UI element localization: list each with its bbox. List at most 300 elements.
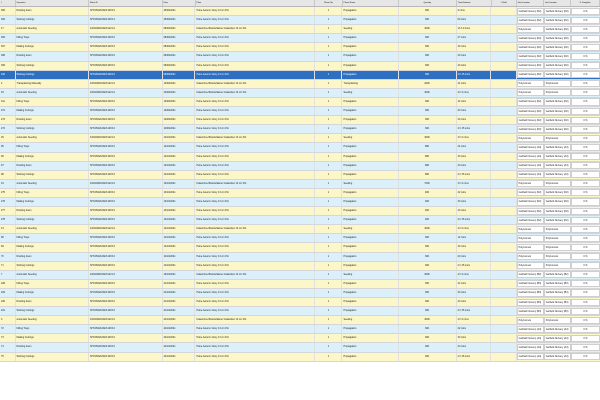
cell-week: 1 <box>315 125 342 133</box>
cell-operation: Automatic Seeding <box>16 316 90 324</box>
cell-week: 1 <box>315 43 342 51</box>
table-row[interactable] <box>0 98 600 107</box>
cell-date: 08/09/2021 <box>163 43 196 51</box>
cell-week: 1 <box>315 98 342 106</box>
cell-date: 21/10/2021 <box>163 298 196 306</box>
cell-id: 309 <box>0 62 16 70</box>
cell-qty: 30K <box>399 234 457 242</box>
cell-phase: Propagation <box>342 71 398 79</box>
table-row[interactable] <box>0 343 600 352</box>
cell-plant: Hebe Autumn Glory 13 cm Pot <box>195 143 315 151</box>
cell-batch: SHV054210923.2015.0 <box>89 43 163 51</box>
cell-operation: Automatic Seeding <box>16 225 90 233</box>
cell-first: Garfield Nursery (B2) <box>517 271 544 278</box>
cell-operation: Making Cuttings <box>16 107 90 115</box>
table-row[interactable] <box>0 253 600 262</box>
grid-header <box>0 0 600 7</box>
cell-pct: 0 % <box>571 53 600 60</box>
cell-phase: Seeding <box>342 225 398 233</box>
cell-pct: 0 % <box>571 244 600 251</box>
table-row[interactable] <box>0 71 600 80</box>
cell-time: 4 h 0 mins <box>457 225 492 233</box>
cell-plant: Hebe Autumn Glory 13 cm Pot <box>195 280 315 288</box>
cell-first: Garfield Nursery (B3) <box>517 289 544 296</box>
cell-time: 30 mins <box>457 198 492 206</box>
table-row[interactable] <box>0 271 600 280</box>
cell-staff <box>491 62 516 70</box>
cell-qty: 40K <box>399 189 457 197</box>
cell-staff <box>491 34 516 42</box>
cell-qty: 30K <box>399 325 457 333</box>
cell-staff <box>491 198 516 206</box>
column-header-phase[interactable]: Phase Name <box>343 0 399 6</box>
cell-operation: Filling Trays <box>16 325 90 333</box>
cell-time: 4 h 0 mins <box>457 89 492 97</box>
cell-batch: SHV054210923.2015.0 <box>89 334 163 342</box>
table-row[interactable] <box>0 89 600 98</box>
cell-first: Garfield Nursery (D2) <box>517 208 544 215</box>
cell-qty: 30K <box>399 16 457 24</box>
table-row[interactable] <box>0 353 600 362</box>
table-row[interactable] <box>0 43 600 52</box>
cell-plant: Hebe Autumn Glory 13 cm Pot <box>195 125 315 133</box>
cell-week: 1 <box>315 225 342 233</box>
cell-week: 1 <box>315 307 342 315</box>
column-header-week[interactable]: Phase No <box>315 0 342 6</box>
cell-plant: Kalanchoe Blossfeldiana 'Calandiva' 13 cm Pot <box>195 80 315 88</box>
cell-phase: Transplanting <box>342 80 398 88</box>
cell-qty: 30K <box>399 34 457 42</box>
cell-date: 21/10/2021 <box>163 280 196 288</box>
cell-staff <box>491 143 516 151</box>
cell-phase: Propagation <box>342 280 398 288</box>
cell-qty: 400K <box>399 134 457 142</box>
cell-last: Garfield Nursery (B2) <box>544 271 571 278</box>
cell-staff <box>491 153 516 161</box>
cell-week: 1 <box>315 216 342 224</box>
cell-last: Polytunnels <box>544 180 571 187</box>
cell-qty: 300K <box>399 271 457 279</box>
cell-last: Garfield Nursery (D2) <box>544 108 571 115</box>
column-header-pct[interactable]: % Complete <box>571 0 600 6</box>
cell-date: 08/09/2021 <box>163 34 196 42</box>
cell-first: Garfield Nursery (A4) <box>517 144 544 151</box>
cell-batch: SHV054210923.2015.0 <box>89 198 163 206</box>
cell-qty: 80K <box>399 153 457 161</box>
column-header-date[interactable]: Date <box>163 0 196 6</box>
cell-plant: Hebe Autumn Glory 13 cm Pot <box>195 243 315 251</box>
cell-last: Garfield Nursery (A4) <box>544 344 571 351</box>
cell-id: 70 <box>0 253 16 261</box>
column-header-qty[interactable]: Quantity <box>399 0 457 6</box>
cell-phase: Propagation <box>342 43 398 51</box>
table-row[interactable] <box>0 298 600 307</box>
cell-time: 30 mins <box>457 43 492 51</box>
cell-operation: Sticking Cuttings <box>16 262 90 270</box>
cell-date: 12/10/2021 <box>163 143 196 151</box>
cell-plant: Hebe Autumn Glory 13 cm Pot <box>195 216 315 224</box>
cell-last: Garfield Nursery (A4) <box>544 335 571 342</box>
cell-staff <box>491 343 516 351</box>
cell-plant: Hebe Autumn Glory 13 cm Pot <box>195 34 315 42</box>
cell-last: Polytunnels <box>544 226 571 233</box>
cell-plant: Hebe Autumn Glory 13 cm Pot <box>195 162 315 170</box>
cell-batch: KAN046210923.0221.0 <box>89 180 163 188</box>
table-row[interactable] <box>0 262 600 271</box>
cell-time: 2 h 25 mins <box>457 262 492 270</box>
cell-staff <box>491 325 516 333</box>
cell-week: 1 <box>315 143 342 151</box>
cell-last: Garfield Nursery (D2) <box>544 117 571 124</box>
cell-staff <box>491 253 516 261</box>
cell-last: Garfield Nursery (D2) <box>544 8 571 15</box>
cell-staff <box>491 80 516 88</box>
cell-operation: Automatic Seeding <box>16 271 90 279</box>
cell-plant: Kalanchoe Blossfeldiana 'Calandiva' 13 cm Pot <box>195 89 315 97</box>
cell-first: Garfield Nursery (D2) <box>517 108 544 115</box>
table-row[interactable] <box>0 125 600 134</box>
cell-date: 13/10/2021 <box>163 189 196 197</box>
cell-plant: Hebe Autumn Glory 13 cm Pot <box>195 7 315 15</box>
table-row[interactable] <box>0 25 600 34</box>
cell-last: Garfield Nursery (D2) <box>544 35 571 42</box>
cell-first: Garfield Nursery (B3) <box>517 299 544 306</box>
cell-date: 25/09/2021 <box>163 16 196 24</box>
cell-phase: Propagation <box>342 153 398 161</box>
cell-id: 69 <box>0 243 16 251</box>
cell-phase: Propagation <box>342 334 398 342</box>
column-header-last[interactable]: Last Location <box>544 0 571 6</box>
table-row[interactable] <box>0 16 600 25</box>
cell-first: Polytunnels <box>517 180 544 187</box>
cell-batch: SHV054210923.2015.0 <box>89 98 163 106</box>
cell-plant: Kalanchoe Blossfeldiana 'Calandiva' 13 cm Pot <box>195 180 315 188</box>
cell-pct: 0 % <box>571 108 600 115</box>
cell-id: 18 <box>0 89 16 97</box>
cell-batch: SHV054210923.2015.0 <box>89 7 163 15</box>
cell-staff <box>491 234 516 242</box>
table-row[interactable] <box>0 207 600 216</box>
cell-first: Garfield Nursery (D2) <box>517 98 544 105</box>
cell-id: 13 <box>0 225 16 233</box>
cell-date: 24/10/2021 <box>163 316 196 324</box>
cell-time: 2 h 25 mins <box>457 216 492 224</box>
cell-id: 229 <box>0 289 16 297</box>
cell-date: 13/10/2021 <box>163 180 196 188</box>
cell-id: 3 <box>0 316 16 324</box>
column-header-plant[interactable]: Plant <box>196 0 316 6</box>
cell-batch: SHV054210923.2015.0 <box>89 280 163 288</box>
cell-operation: Automatic Seeding <box>16 134 90 142</box>
cell-qty: 80K <box>399 143 457 151</box>
table-row[interactable] <box>0 334 600 343</box>
cell-first: Garfield Nursery (A4) <box>517 344 544 351</box>
cell-phase: Propagation <box>342 198 398 206</box>
cell-qty: 30K <box>399 98 457 106</box>
cell-plant: Kalanchoe Blossfeldiana 'Calandiva' 13 cm Pot <box>195 316 315 324</box>
cell-date: 12/10/2021 <box>163 153 196 161</box>
cell-phase: Propagation <box>342 16 398 24</box>
cell-operation: Sticking Cuttings <box>16 16 90 24</box>
cell-staff <box>491 225 516 233</box>
cell-staff <box>491 316 516 324</box>
cell-phase: Seeding <box>342 180 398 188</box>
cell-batch: SHV054210923.2015.0 <box>89 143 163 151</box>
cell-batch: SHV054210923.2015.0 <box>89 307 163 315</box>
cell-id: 275 <box>0 189 16 197</box>
table-row[interactable] <box>0 153 600 162</box>
cell-time: 20 mins <box>457 207 492 215</box>
cell-time: 20 mins <box>457 298 492 306</box>
cell-operation: Automatic Seeding <box>16 180 90 188</box>
column-header-first[interactable]: First Location <box>517 0 544 6</box>
cell-staff <box>491 162 516 170</box>
cell-pct: 0 % <box>571 62 600 69</box>
cell-id: 272 <box>0 107 16 115</box>
cell-date: 21/10/2021 <box>163 307 196 315</box>
table-row[interactable] <box>0 62 600 71</box>
cell-id: 305 <box>0 7 16 15</box>
cell-staff <box>491 289 516 297</box>
cell-plant: Hebe Autumn Glory 13 cm Pot <box>195 334 315 342</box>
cell-phase: Propagation <box>342 143 398 151</box>
cell-plant: Hebe Autumn Glory 13 cm Pot <box>195 116 315 124</box>
cell-qty: 30K <box>399 62 457 70</box>
cell-operation: Filling Trays <box>16 189 90 197</box>
cell-id: 228 <box>0 280 16 288</box>
cell-staff <box>491 125 516 133</box>
cell-operation: Transplanting Manually <box>16 80 90 88</box>
cell-batch: SHV054210923.2015.0 <box>89 107 163 115</box>
cell-phase: Propagation <box>342 52 398 60</box>
cell-id: 276 <box>0 198 16 206</box>
cell-first: Garfield Nursery (D2) <box>517 71 544 78</box>
cell-batch: SHV054210923.2015.0 <box>89 207 163 215</box>
cell-batch: SHV054210923.2015.0 <box>89 343 163 351</box>
cell-first: Garfield Nursery (D2) <box>517 198 544 205</box>
cell-plant: Hebe Autumn Glory 13 cm Pot <box>195 171 315 179</box>
cell-id: 231 <box>0 307 16 315</box>
cell-time: 20 mins <box>457 62 492 70</box>
table-row[interactable] <box>0 107 600 116</box>
cell-plant: Hebe Autumn Glory 13 cm Pot <box>195 289 315 297</box>
cell-staff <box>491 43 516 51</box>
table-row[interactable] <box>0 243 600 252</box>
cell-operation: Sticking Cuttings <box>16 353 90 361</box>
cell-date: 08/09/2021 <box>163 71 196 79</box>
cell-batch: SHV054210923.2015.0 <box>89 62 163 70</box>
cell-id: 74 <box>0 343 16 351</box>
table-row[interactable] <box>0 80 600 89</box>
cell-week: 1 <box>315 316 342 324</box>
cell-pct: 0 % <box>571 98 600 105</box>
cell-week: 1 <box>315 198 342 206</box>
cell-staff <box>491 334 516 342</box>
cell-last: Garfield Nursery (D2) <box>544 217 571 224</box>
cell-week: 1 <box>315 298 342 306</box>
cell-first: Polytunnels <box>517 80 544 87</box>
table-row[interactable] <box>0 289 600 298</box>
table-row[interactable] <box>0 189 600 198</box>
cell-last: Garfield Nursery (D2) <box>544 208 571 215</box>
cell-last: Garfield Nursery (B3) <box>544 289 571 296</box>
cell-first: Polytunnels <box>517 317 544 324</box>
cell-first: Polytunnels <box>517 235 544 242</box>
cell-phase: Propagation <box>342 289 398 297</box>
cell-date: 24/10/2021 <box>163 325 196 333</box>
table-row[interactable] <box>0 171 600 180</box>
cell-pct: 0 % <box>571 226 600 233</box>
cell-operation: Filling Trays <box>16 143 90 151</box>
column-header-batch[interactable]: Batch ID <box>89 0 163 6</box>
cell-time: 20 mins <box>457 343 492 351</box>
cell-staff <box>491 89 516 97</box>
table-row[interactable] <box>0 307 600 316</box>
cell-staff <box>491 134 516 142</box>
cell-time: 30 mins <box>457 334 492 342</box>
table-row[interactable] <box>0 116 600 125</box>
cell-phase: Propagation <box>342 298 398 306</box>
cell-batch: KAN046210923.0221.0 <box>89 271 163 279</box>
cell-qty: 30K <box>399 7 457 15</box>
cell-last: Garfield Nursery (D2) <box>544 62 571 69</box>
cell-plant: Hebe Autumn Glory 13 cm Pot <box>195 71 315 79</box>
table-row[interactable] <box>0 7 600 16</box>
cell-week: 1 <box>315 234 342 242</box>
table-row[interactable] <box>0 134 600 143</box>
cell-pct: 0 % <box>571 8 600 15</box>
cell-date: 12/10/2021 <box>163 134 196 142</box>
cell-first: Garfield Nursery (A4) <box>517 326 544 333</box>
table-row[interactable] <box>0 280 600 289</box>
column-header-operation[interactable]: Operation <box>16 0 90 6</box>
cell-staff <box>491 16 516 24</box>
cell-week: 1 <box>315 80 342 88</box>
cell-id: 17 <box>0 25 16 33</box>
cell-operation: Dividing down <box>16 162 90 170</box>
cell-first: Garfield Nursery (D2) <box>517 62 544 69</box>
cell-qty: 30K <box>399 334 457 342</box>
cell-first: Garfield Nursery (D2) <box>517 53 544 60</box>
cell-qty: 30K <box>399 343 457 351</box>
cell-last: Polytunnels <box>544 135 571 142</box>
cell-plant: Hebe Autumn Glory 13 cm Pot <box>195 198 315 206</box>
cell-plant: Hebe Autumn Glory 13 cm Pot <box>195 262 315 270</box>
cell-pct: 0 % <box>571 89 600 96</box>
cell-batch: SHV054210923.2015.0 <box>89 34 163 42</box>
cell-last: Garfield Nursery (A4) <box>544 326 571 333</box>
cell-time: 4 h 0 mins <box>457 271 492 279</box>
cell-pct: 0 % <box>571 144 600 151</box>
table-row[interactable] <box>0 216 600 225</box>
cell-last: Garfield Nursery (D2) <box>544 44 571 51</box>
grid-body <box>0 7 600 362</box>
cell-last: Garfield Nursery (D2) <box>544 198 571 205</box>
cell-week: 1 <box>315 325 342 333</box>
cell-qty: 30K <box>399 243 457 251</box>
column-header-time[interactable]: Time Estimate <box>457 0 492 6</box>
table-row[interactable] <box>0 180 600 189</box>
cell-time: 4 h 0 mins <box>457 316 492 324</box>
cell-week: 1 <box>315 16 342 24</box>
cell-pct: 0 % <box>571 198 600 205</box>
cell-operation: Sticking Cuttings <box>16 125 90 133</box>
cell-staff <box>491 98 516 106</box>
cell-plant: Hebe Autumn Glory 13 cm Pot <box>195 234 315 242</box>
cell-last: Garfield Nursery (D2) <box>544 126 571 133</box>
column-header-id[interactable]: # <box>0 0 16 6</box>
cell-batch: SHV054210923.2015.0 <box>89 153 163 161</box>
table-row[interactable] <box>0 143 600 152</box>
cell-week: 1 <box>315 171 342 179</box>
cell-week: 1 <box>315 107 342 115</box>
cell-staff <box>491 107 516 115</box>
cell-qty: 30K <box>399 280 457 288</box>
cell-operation: Making Cuttings <box>16 43 90 51</box>
cell-pct: 0 % <box>571 235 600 242</box>
cell-operation: Making Cuttings <box>16 198 90 206</box>
cell-week: 1 <box>315 153 342 161</box>
cell-batch: SHV054210923.2015.0 <box>89 234 163 242</box>
cell-qty: 40K <box>399 216 457 224</box>
cell-week: 1 <box>315 207 342 215</box>
table-row[interactable] <box>0 34 600 43</box>
cell-date: 24/10/2021 <box>163 334 196 342</box>
cell-time: 30 mins <box>457 107 492 115</box>
cell-operation: Sticking Cuttings <box>16 307 90 315</box>
cell-batch: KAN046210923.0221.0 <box>89 225 163 233</box>
cell-first: Garfield Nursery (A4) <box>517 171 544 178</box>
cell-operation: Sticking Cuttings <box>16 216 90 224</box>
cell-last: Garfield Nursery (A4) <box>544 144 571 151</box>
cell-first: Polytunnels <box>517 89 544 96</box>
cell-operation: Dividing down <box>16 207 90 215</box>
table-row[interactable] <box>0 316 600 325</box>
table-row[interactable] <box>0 198 600 207</box>
cell-time: 30 mins <box>457 289 492 297</box>
table-row[interactable] <box>0 234 600 243</box>
cell-batch: SHV054210923.2015.0 <box>89 162 163 170</box>
column-header-staff[interactable]: # Staff <box>492 0 517 6</box>
cell-pct: 0 % <box>571 335 600 342</box>
cell-staff <box>491 180 516 188</box>
cell-qty: 30K <box>399 262 457 270</box>
cell-time: 30 mins <box>457 153 492 161</box>
cell-pct: 0 % <box>571 344 600 351</box>
cell-staff <box>491 262 516 270</box>
cell-batch: SHV054210923.2015.0 <box>89 253 163 261</box>
cell-date: 14/10/2021 <box>163 234 196 242</box>
table-row[interactable] <box>0 225 600 234</box>
cell-phase: Propagation <box>342 116 398 124</box>
cell-qty: 30K <box>399 307 457 315</box>
table-row[interactable] <box>0 52 600 61</box>
cell-id: 277 <box>0 207 16 215</box>
cell-plant: Kalanchoe Blossfeldiana 'Calandiva' 13 cm Pot <box>195 25 315 33</box>
cell-time: 20 mins <box>457 253 492 261</box>
cell-pct: 0 % <box>571 153 600 160</box>
cell-plant: Hebe Autumn Glory 13 cm Pot <box>195 298 315 306</box>
cell-pct: 0 % <box>571 308 600 315</box>
cell-id: 230 <box>0 298 16 306</box>
cell-time: 20 mins <box>457 162 492 170</box>
table-row[interactable] <box>0 325 600 334</box>
cell-batch: SHV054210923.2015.0 <box>89 71 163 79</box>
cell-pct: 0 % <box>571 280 600 287</box>
cell-staff <box>491 307 516 315</box>
table-row[interactable] <box>0 162 600 171</box>
cell-phase: Seeding <box>342 89 398 97</box>
